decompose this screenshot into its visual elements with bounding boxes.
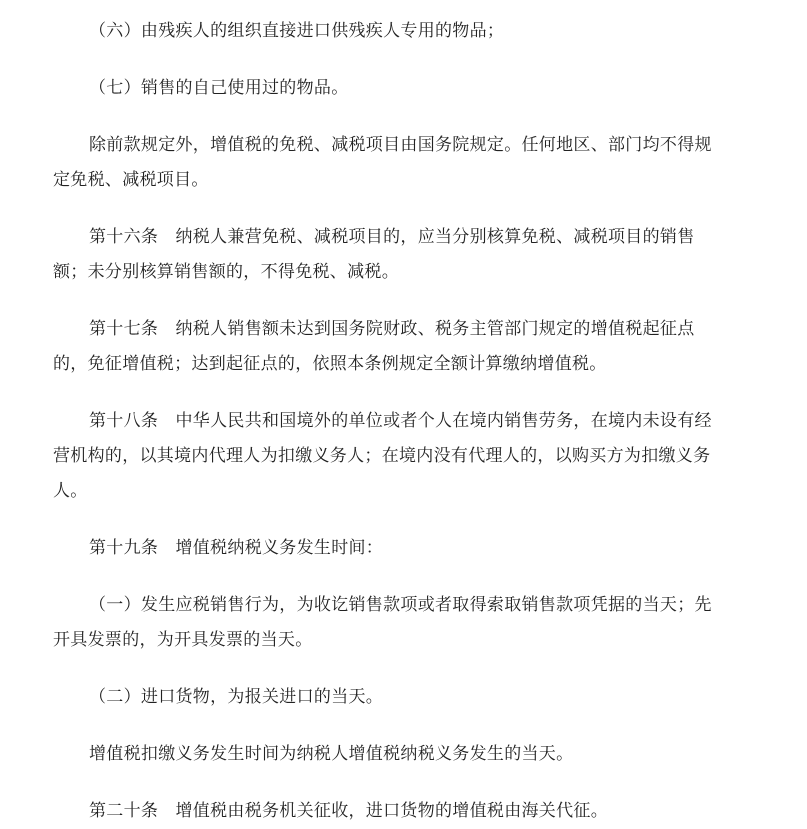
paragraph-article-16: 第十六条 纳税人兼营免税、减税项目的，应当分别核算免税、减税项目的销售额；未分别核算销售额的，不得免税、减税。 <box>53 227 695 282</box>
paragraph-article-20: 第二十条 增值税由税务机关征收，进口货物的增值税由海关代征。 <box>89 801 608 821</box>
paragraph-article-19: 第十九条 增值税纳税义务发生时间： <box>89 538 384 558</box>
paragraph-article-17: 第十七条 纳税人销售额未达到国务院财政、税务主管部门规定的增值税起征点的，免征增值税；达到起征点的，依照本条例规定全额计算缴纳增值税。 <box>53 319 695 374</box>
paragraph-article-19-item-1: （一）发生应税销售行为，为收讫销售款项或者取得索取销售款项凭据的当天；先开具发票的，为开具发票的当天。 <box>53 595 712 650</box>
paragraph-item-7: （七）销售的自己使用过的物品。 <box>89 78 349 98</box>
document-body <box>53 14 713 829</box>
paragraph-article-18: 第十八条 中华人民共和国境外的单位或者个人在境内销售劳务，在境内未设有经营机构的，以其境内代理人为扣缴义务人；在境内没有代理人的，以购买方为扣缴义务人。 <box>53 411 712 501</box>
paragraph-item-6: （六）由残疾人的组织直接进口供残疾人专用的物品； <box>89 21 505 41</box>
paragraph-article-19-item-2: （二）进口货物，为报关进口的当天。 <box>89 687 384 707</box>
paragraph-withholding-time: 增值税扣缴义务发生时间为纳税人增值税纳税义务发生的当天。 <box>89 744 574 764</box>
paragraph-exemption-rule: 除前款规定外，增值税的免税、减税项目由国务院规定。任何地区、部门均不得规定免税、减税项目。 <box>53 135 712 190</box>
